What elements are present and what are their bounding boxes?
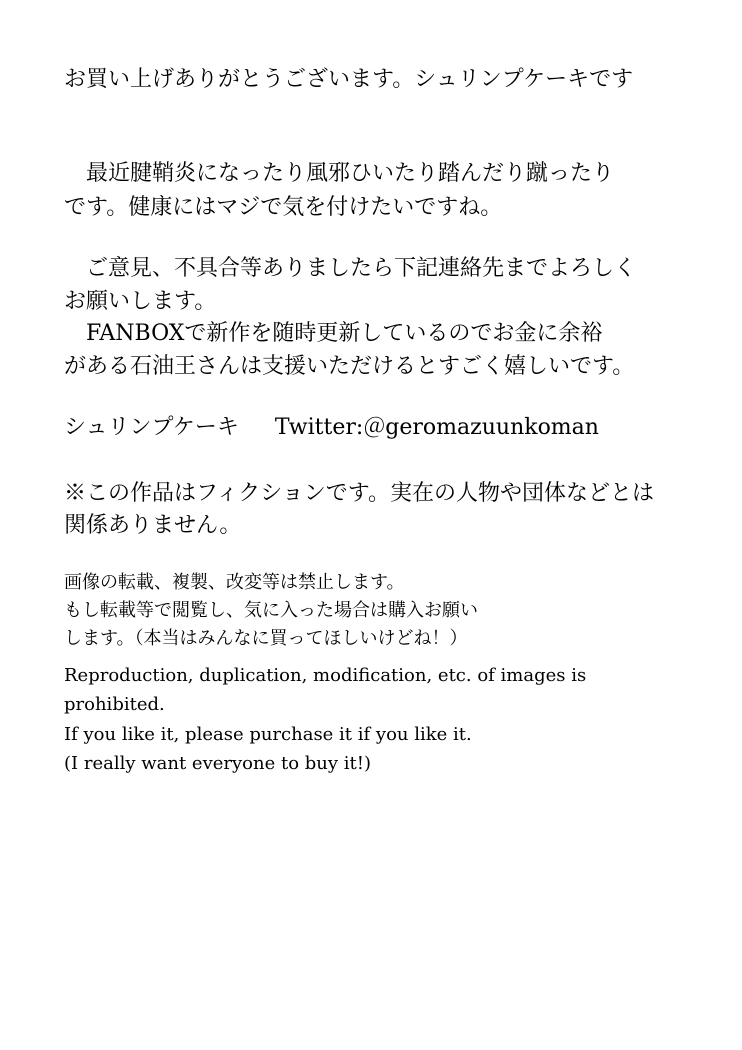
health-line-2: です。健康にはマジで気を付けたいですね。: [64, 195, 503, 220]
reprint-notice-en-line-4: (I really want everyone to buy it!): [64, 753, 372, 774]
reprint-notice-en-line-2: prohibited.: [64, 694, 165, 715]
author-credit: [64, 412, 599, 444]
reprint-notice-ja-line-3: します。（本当はみんなに買ってほしいけどね！）: [64, 628, 468, 649]
reprint-notice-ja-line-1: 画像の転載、複製、改変等は禁止します。: [64, 572, 405, 593]
health-line-1: 最近腱鞘炎になったり風邪ひいたり踏んだり蹴ったり: [64, 161, 615, 186]
circle-name: シュリンプケーキ: [64, 415, 239, 440]
reprint-notice-en-line-3: If you like it, please purchase it if you like it.: [64, 724, 472, 745]
thanks-message: お買い上げありがとうございます。シュリンプケーキです: [64, 67, 634, 92]
contact-line-2: お願いします。: [64, 289, 217, 314]
fiction-notice-line-2: 関係ありません。: [64, 513, 242, 538]
reprint-notice-en-line-1: Reproduction, duplication, modification, etc. of images is: [64, 665, 587, 686]
fiction-notice-line-1: ※この作品はフィクションです。実在の人物や団体などとは: [64, 481, 655, 506]
reprint-notice-ja-line-2: もし転載等で閲覧し、気に入った場合は購入お願い: [64, 600, 478, 621]
contact-line-3: FANBOXで新作を随時更新しているのでお金に余裕: [64, 321, 603, 346]
contact-line-1: ご意見、不具合等ありましたら下記連絡先までよろしく: [64, 256, 637, 281]
contact-line-4: がある石油王さんは支援いただけるとすごく嬉しいです。: [64, 354, 635, 379]
twitter-handle: Twitter:＠geromazuunkoman: [274, 415, 599, 440]
